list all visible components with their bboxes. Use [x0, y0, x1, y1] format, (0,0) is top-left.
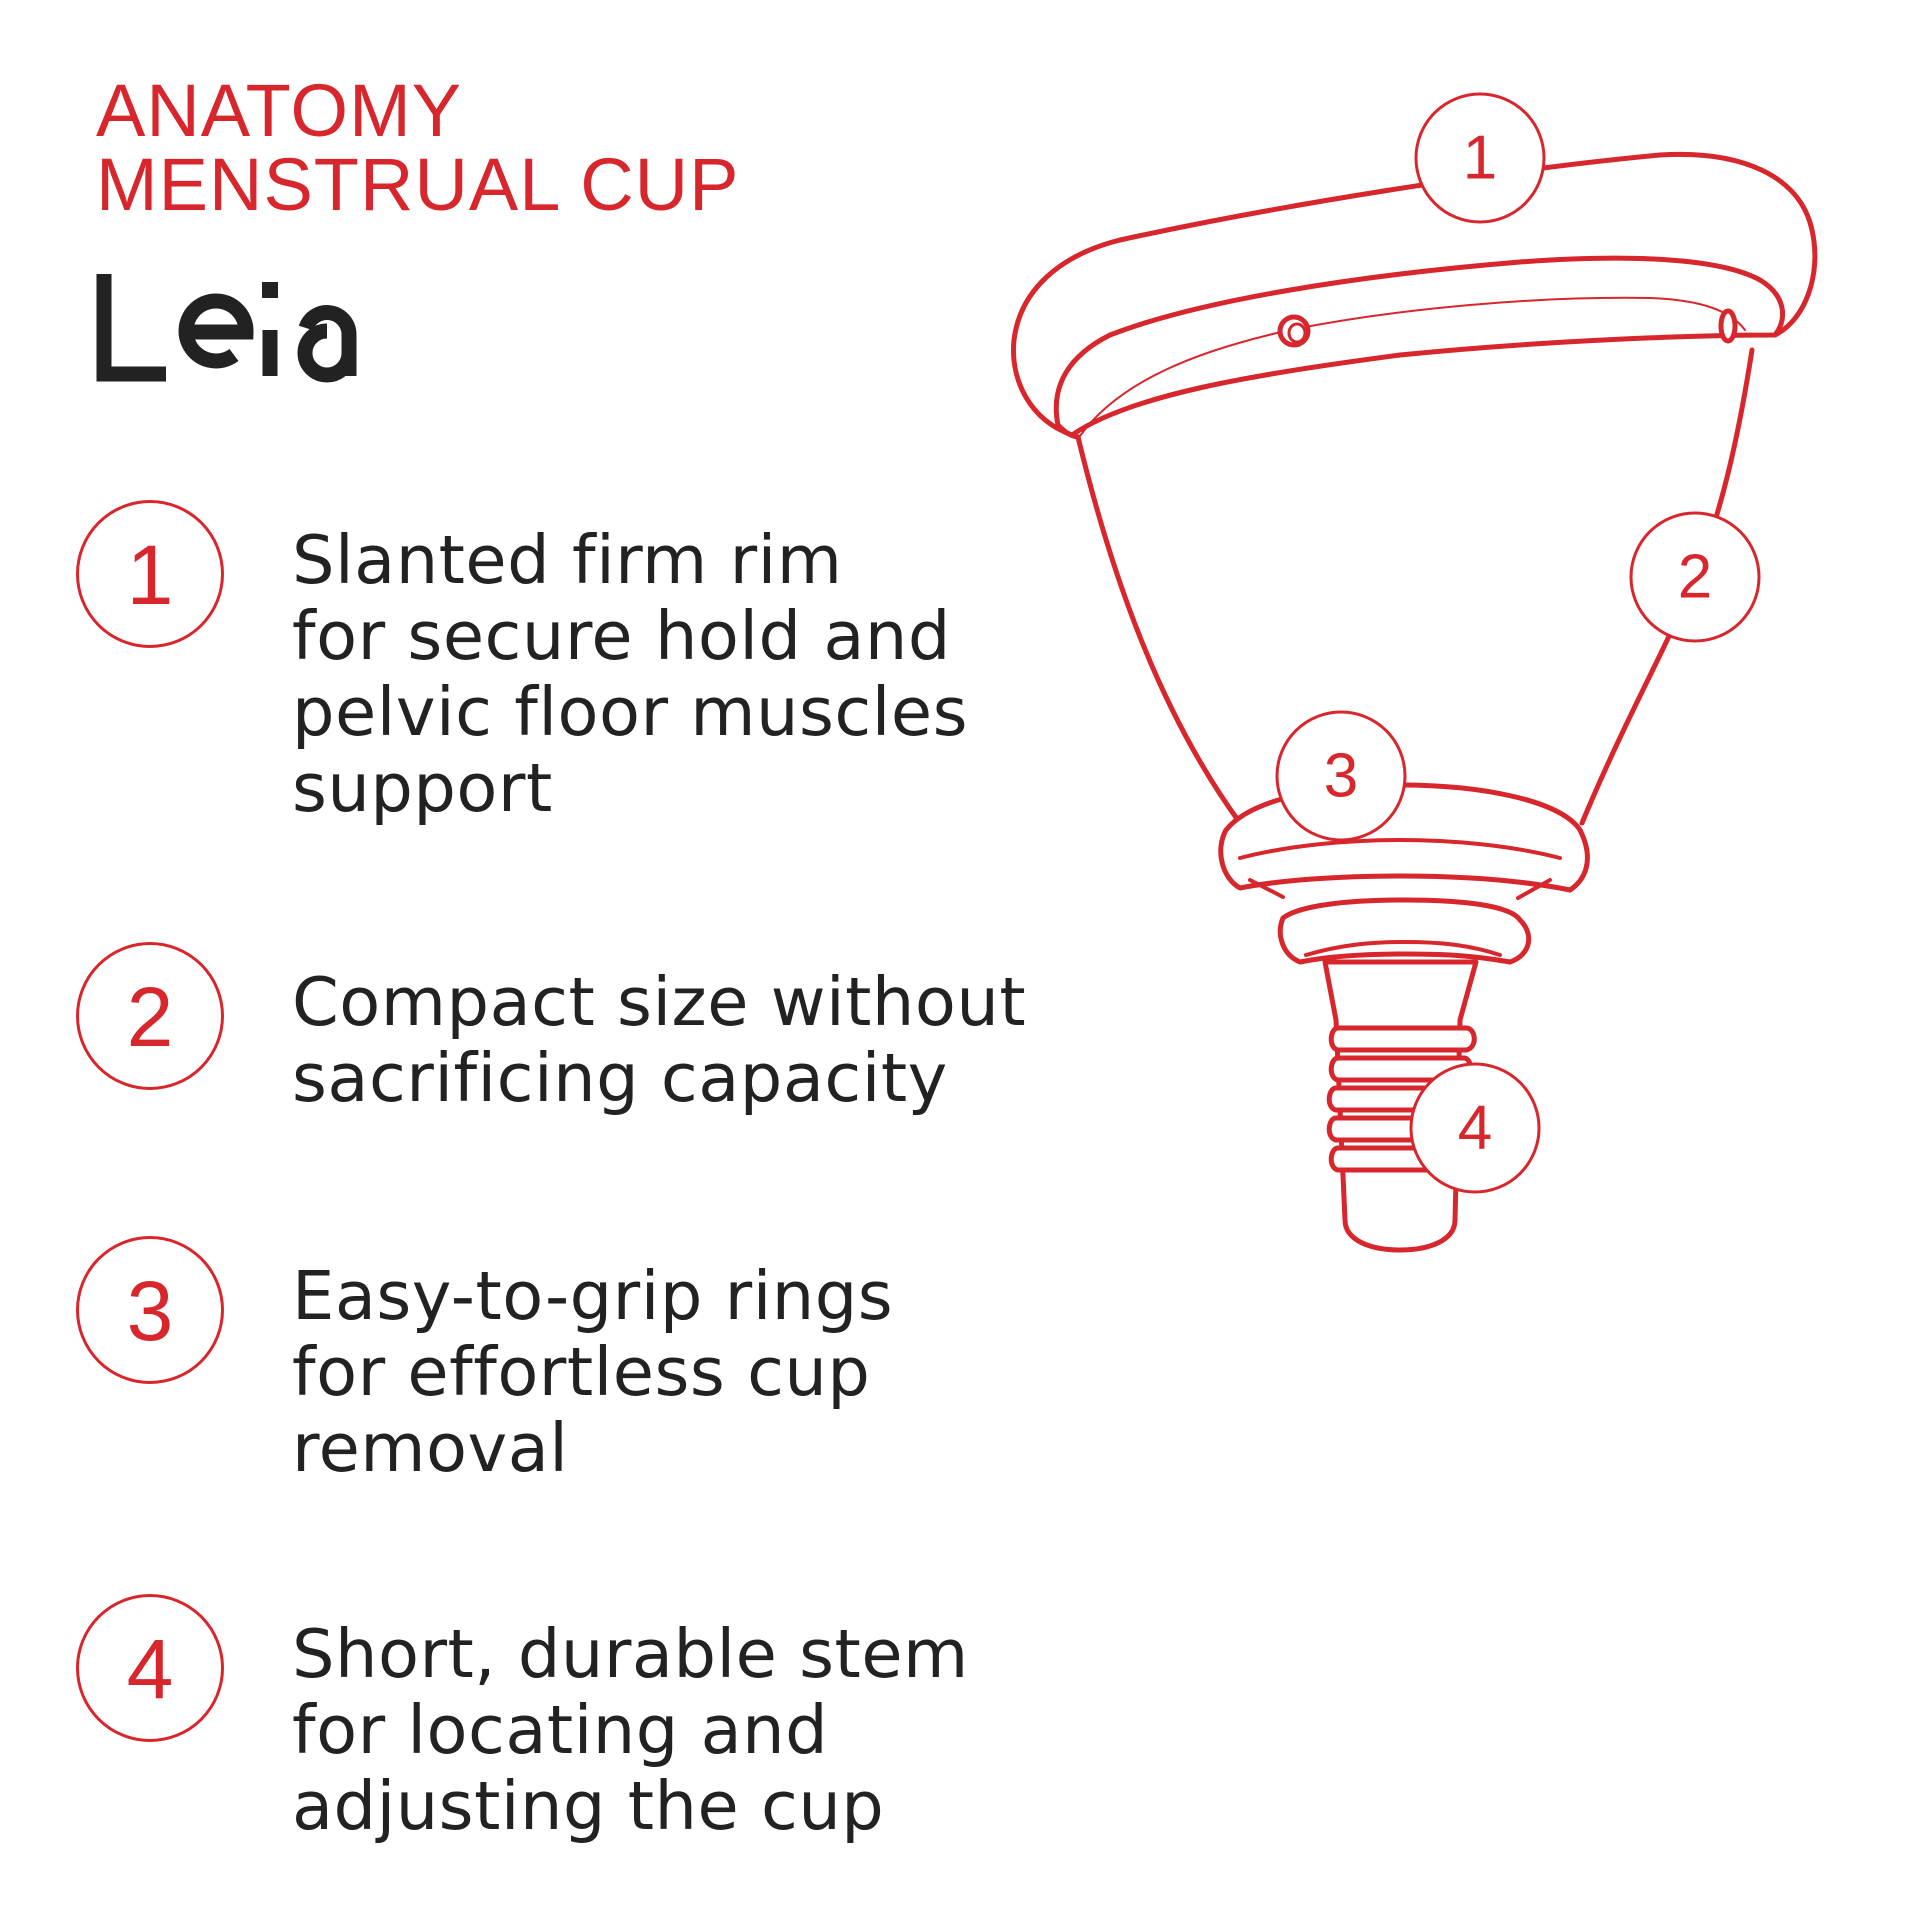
feature-line: Slanted firm rim	[292, 521, 843, 599]
title-line-1: ANATOMY	[96, 69, 463, 152]
feature-line: adjusting the cup	[292, 1767, 885, 1845]
feature-line: sacrificing capacity	[292, 1039, 948, 1117]
callout-label: 3	[1323, 741, 1359, 811]
feature-line: support	[292, 749, 553, 827]
callout-label: 1	[1462, 123, 1498, 193]
callout-4	[1411, 1064, 1539, 1192]
feature-number-badge: 4	[76, 1594, 224, 1742]
feature-line: for secure hold and	[292, 597, 951, 675]
feature-number-badge: 1	[76, 500, 224, 648]
grip-ring	[1331, 1028, 1474, 1050]
callout-1	[1416, 94, 1544, 222]
title-line-2: MENSTRUAL CUP	[96, 143, 740, 226]
feature-line: for effortless cup	[292, 1333, 871, 1411]
feature-line: Short, durable stem	[292, 1615, 969, 1693]
air-hole-right	[1721, 311, 1735, 341]
feature-line: for locating and	[292, 1691, 829, 1769]
feature-line: Compact size without	[292, 963, 1027, 1041]
feature-number-badge: 2	[76, 942, 224, 1090]
callout-label: 4	[1457, 1093, 1493, 1163]
feature-line: pelvic floor muscles	[292, 673, 969, 751]
feature-line: Easy-to-grip rings	[292, 1257, 894, 1335]
air-hole-left-inner	[1289, 324, 1305, 342]
base-flange	[1221, 785, 1588, 890]
feature-number-badge: 3	[76, 1236, 224, 1384]
callout-2	[1631, 513, 1759, 641]
feature-line: removal	[292, 1409, 569, 1487]
callout-label: 2	[1677, 542, 1713, 612]
callout-3	[1277, 712, 1405, 840]
